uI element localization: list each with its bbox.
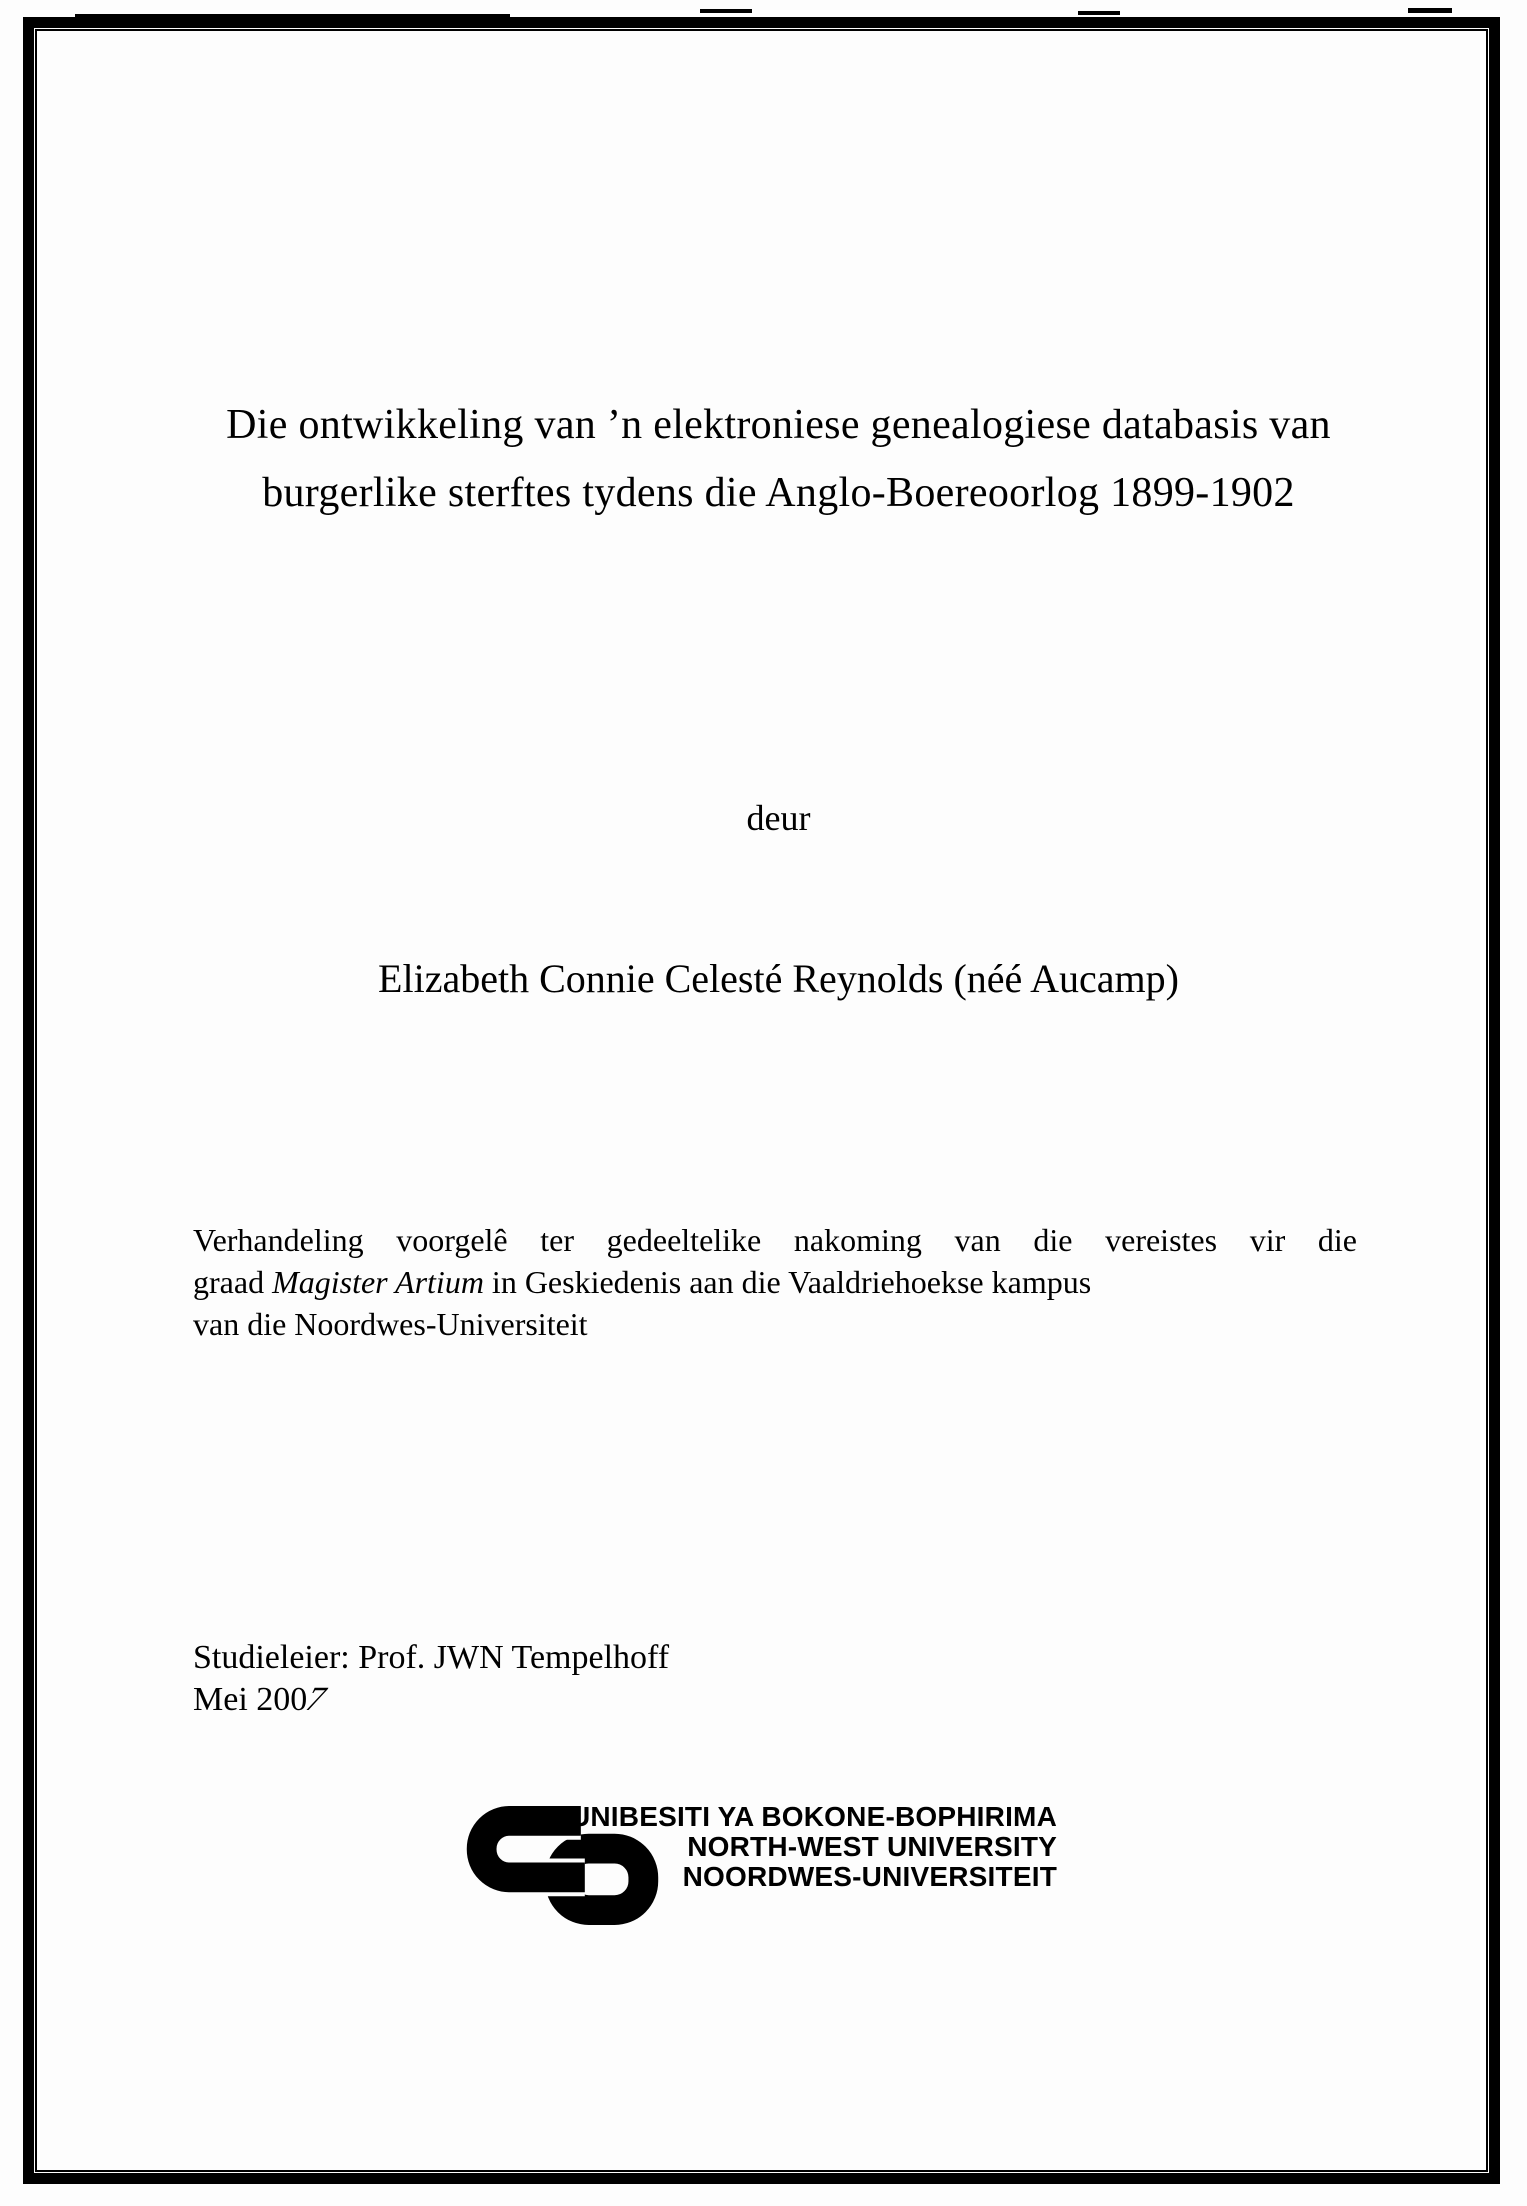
degree-statement-line1: Verhandeling voorgelê ter gedeeltelike nakoming van die vereistes vir die <box>193 1222 1357 1258</box>
university-name-english: NORTH-WEST UNIVERSITY <box>687 1831 1057 1862</box>
author-name: Elizabeth Connie Celesté Reynolds (néé Aucamp) <box>378 956 1179 1001</box>
thesis-title-line1: Die ontwikkeling van ’n elektroniese genealogiese databasis van <box>226 402 1331 448</box>
thesis-title <box>70 391 1487 527</box>
supervisor-block <box>193 1637 669 1721</box>
degree-statement <box>193 1219 1357 1345</box>
degree-title-italic: Magister Artium <box>272 1264 484 1300</box>
university-logo-text <box>551 1802 1057 1892</box>
date-last-digit: 7 <box>299 1681 333 1718</box>
date-line <box>193 1679 669 1721</box>
university-name-setswana: YUNIBESITI YA BOKONE-BOPHIRIMA <box>551 1801 1057 1832</box>
byline: deur <box>746 798 811 838</box>
supervisor-line: Studieleier: Prof. JWN Tempelhoff <box>193 1639 670 1676</box>
thesis-title-line2: burgerlike sterftes tydens die Anglo-Boereoorlog 1899-1902 <box>262 470 1295 516</box>
university-name-afrikaans: NOORDWES-UNIVERSITEIT <box>682 1861 1057 1892</box>
scan-artifact <box>700 9 752 13</box>
degree-statement-line3: van die Noordwes-Universiteit <box>193 1306 588 1342</box>
scan-artifact <box>1408 8 1452 13</box>
scan-artifact <box>1078 11 1120 15</box>
degree-statement-line2-suffix: in Geskiedenis aan die Vaaldriehoekse kampus <box>483 1264 1092 1300</box>
degree-statement-line2 <box>193 1261 1357 1303</box>
degree-statement-line2-prefix: graad <box>193 1264 273 1300</box>
date-prefix: Mei 200 <box>193 1681 308 1718</box>
scan-artifact <box>75 14 510 18</box>
